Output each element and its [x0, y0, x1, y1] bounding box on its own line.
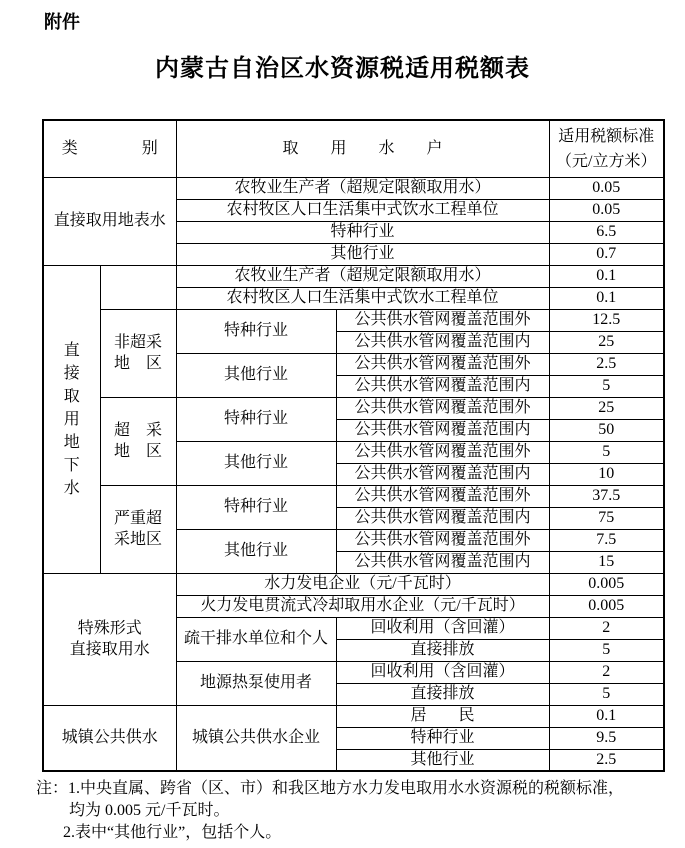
header-row — [43, 120, 664, 177]
rate-cell: 2 — [549, 661, 664, 683]
category-surface-water: 直接取用地表水 — [43, 177, 176, 265]
scope-cell: 公共供水管网覆盖范围外 — [336, 397, 549, 419]
user-cell: 特种行业 — [176, 221, 549, 243]
rate-cell: 9.5 — [549, 727, 664, 749]
user-cell: 农村牧区人口生活集中式饮水工程单位 — [176, 199, 549, 221]
scope-cell: 公共供水管网覆盖范围内 — [336, 463, 549, 485]
scope-cell: 公共供水管网覆盖范围外 — [336, 529, 549, 551]
rate-cell: 2.5 — [549, 749, 664, 771]
zone-label-line1: 非超采 — [113, 334, 162, 351]
user-cell: 农牧业生产者（超规定限额取用水） — [176, 177, 549, 199]
zone-empty-cell — [100, 265, 176, 309]
user-group-cell: 地源热泵使用者 — [176, 661, 336, 705]
industry-cell: 其他行业 — [176, 529, 336, 573]
scope-cell: 公共供水管网覆盖范围内 — [336, 551, 549, 573]
table-row — [43, 573, 664, 595]
scope-cell: 公共供水管网覆盖范围内 — [336, 419, 549, 441]
zone-label-line1: 超 采 — [113, 422, 162, 439]
rate-cell: 12.5 — [549, 309, 664, 331]
rate-cell: 37.5 — [549, 485, 664, 507]
industry-cell: 特种行业 — [176, 397, 336, 441]
rate-cell: 25 — [549, 397, 664, 419]
footnotes — [36, 778, 672, 844]
table-row — [43, 397, 664, 419]
table-row — [43, 265, 664, 287]
scope-cell: 其他行业 — [336, 749, 549, 771]
header-rate-line2: （元/立方米） — [556, 152, 657, 170]
scope-cell: 回收利用（含回灌） — [336, 661, 549, 683]
rate-cell: 5 — [549, 639, 664, 661]
scope-cell: 公共供水管网覆盖范围内 — [336, 375, 549, 397]
rate-cell: 7.5 — [549, 529, 664, 551]
rate-cell: 75 — [549, 507, 664, 529]
rate-cell: 0.1 — [549, 705, 664, 727]
zone-label-line2: 地 区 — [113, 355, 162, 372]
rate-cell: 50 — [549, 419, 664, 441]
scope-cell: 公共供水管网覆盖范围外 — [336, 485, 549, 507]
industry-cell: 特种行业 — [176, 485, 336, 529]
user-cell: 水力发电企业（元/千瓦时） — [176, 573, 549, 595]
header-water-user: 取 用 水 户 — [176, 120, 549, 177]
scope-cell: 公共供水管网覆盖范围外 — [336, 309, 549, 331]
rate-cell: 0.005 — [549, 595, 664, 617]
rate-cell: 0.1 — [549, 265, 664, 287]
industry-cell: 其他行业 — [176, 353, 336, 397]
user-cell: 其他行业 — [176, 243, 549, 265]
category-special-line2: 直接取用水 — [69, 641, 150, 658]
scope-cell: 公共供水管网覆盖范围内 — [336, 331, 549, 353]
scope-cell: 特种行业 — [336, 727, 549, 749]
footnote-1-line1: 注：1.中央直属、跨省（区、市）和我区地方水力发电取用水水资源税的税额标准， — [36, 780, 625, 797]
scope-cell: 直接排放 — [336, 683, 549, 705]
category-groundwater-label: 直接取用地下水 — [63, 341, 80, 497]
rate-cell: 0.7 — [549, 243, 664, 265]
industry-cell: 特种行业 — [176, 309, 336, 353]
table-row — [43, 485, 664, 507]
footnote-1-line2: 均为 0.005 元/千瓦时。 — [69, 802, 230, 819]
rate-cell: 5 — [549, 375, 664, 397]
category-special-line1: 特殊形式 — [77, 620, 142, 637]
scope-cell: 公共供水管网覆盖范围外 — [336, 353, 549, 375]
rate-cell: 6.5 — [549, 221, 664, 243]
tax-rate-table — [42, 119, 665, 772]
user-group-cell: 疏干排水单位和个人 — [176, 617, 336, 661]
table-row — [43, 309, 664, 331]
header-rate-line1: 适用税额标准 — [558, 127, 655, 145]
zone-cell-non-overdraft — [100, 309, 176, 397]
rate-cell: 0.005 — [549, 573, 664, 595]
rate-cell: 10 — [549, 463, 664, 485]
rate-cell: 15 — [549, 551, 664, 573]
rate-cell: 5 — [549, 683, 664, 705]
rate-cell: 2.5 — [549, 353, 664, 375]
table-row — [43, 705, 664, 727]
zone-label-line2: 采地区 — [113, 531, 162, 548]
page-title: 内蒙古自治区水资源税适用税额表 — [155, 56, 530, 82]
category-urban-supply: 城镇公共供水 — [43, 705, 176, 771]
category-groundwater — [43, 265, 100, 573]
attachment-label: 附件 — [44, 12, 80, 32]
user-cell: 农牧业生产者（超规定限额取用水） — [176, 265, 549, 287]
zone-label-line1: 严重超 — [113, 510, 162, 527]
rate-cell: 2 — [549, 617, 664, 639]
category-special-forms — [43, 573, 176, 705]
scope-cell: 直接排放 — [336, 639, 549, 661]
footnote-2: 2.表中“其他行业”，包括个人。 — [63, 824, 282, 841]
user-cell: 火力发电贯流式冷却取用水企业（元/千瓦时） — [176, 595, 549, 617]
rate-cell: 5 — [549, 441, 664, 463]
user-group-cell: 城镇公共供水企业 — [176, 705, 336, 771]
industry-cell: 其他行业 — [176, 441, 336, 485]
zone-cell-overdraft — [100, 397, 176, 485]
scope-cell: 公共供水管网覆盖范围内 — [336, 507, 549, 529]
rate-cell: 0.05 — [549, 177, 664, 199]
rate-cell: 0.1 — [549, 287, 664, 309]
table-row — [43, 177, 664, 199]
header-category: 类 别 — [43, 120, 176, 177]
zone-label-line2: 地 区 — [113, 443, 162, 460]
scope-cell: 公共供水管网覆盖范围外 — [336, 441, 549, 463]
rate-cell: 25 — [549, 331, 664, 353]
scope-cell: 居 民 — [336, 705, 549, 727]
zone-cell-severe-overdraft — [100, 485, 176, 573]
header-rate-standard — [549, 120, 664, 177]
scope-cell: 回收利用（含回灌） — [336, 617, 549, 639]
rate-cell: 0.05 — [549, 199, 664, 221]
user-cell: 农村牧区人口生活集中式饮水工程单位 — [176, 287, 549, 309]
